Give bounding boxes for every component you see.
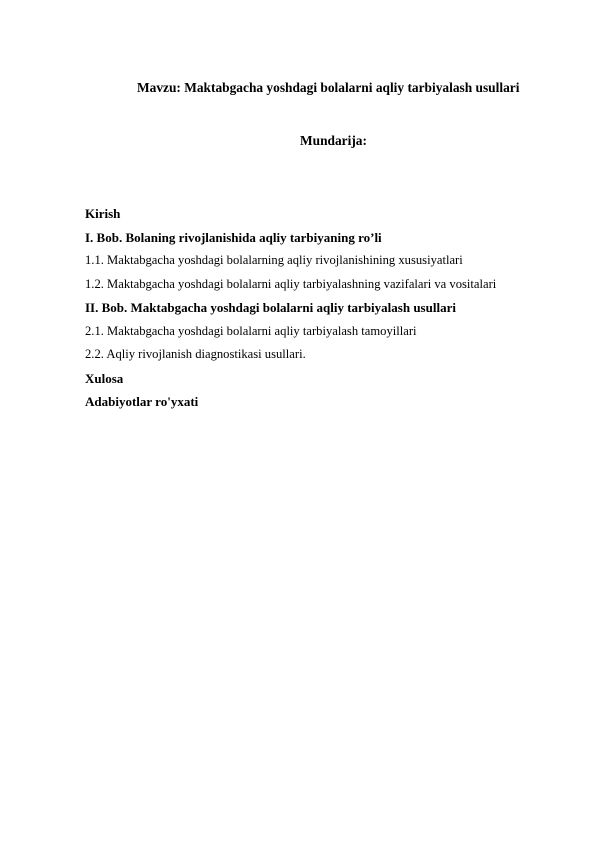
toc-item-chapter-1: I. Bob. Bolaning rivojlanishida aqliy tarbiyaning ro’li [85, 229, 382, 245]
toc-item-chapter-2: II. Bob. Maktabgacha yoshdagi bolalarni aqliy tarbiyalash usullari [85, 300, 456, 315]
toc-item-section-1-1: 1.1. Maktabgacha yoshdagi bolalarning aqliy rivojlanishining xususiyatlari [85, 253, 463, 267]
document-title: Mavzu: Maktabgacha yoshdagi bolalarni aqliy tarbiyalash usullari [137, 80, 520, 95]
toc-item-conclusion: Xulosa [85, 370, 124, 386]
toc-item-bibliography: Adabiyotlar ro'yxati [85, 394, 199, 409]
toc-item-section-1-2: 1.2. Maktabgacha yoshdagi bolalarni aqliy tarbiyalashning vazifalari va vositalari [85, 276, 497, 291]
toc-item-section-2-2: 2.2. Aqliy rivojlanish diagnostikasi usullari. [85, 347, 306, 361]
table-of-contents-heading: Mundarija: [300, 133, 367, 148]
toc-item-section-2-1: 2.1. Maktabgacha yoshdagi bolalarni aqliy tarbiyalash tamoyillari [85, 323, 417, 338]
toc-item-introduction: Kirish [85, 206, 121, 221]
table-of-contents [85, 202, 496, 414]
